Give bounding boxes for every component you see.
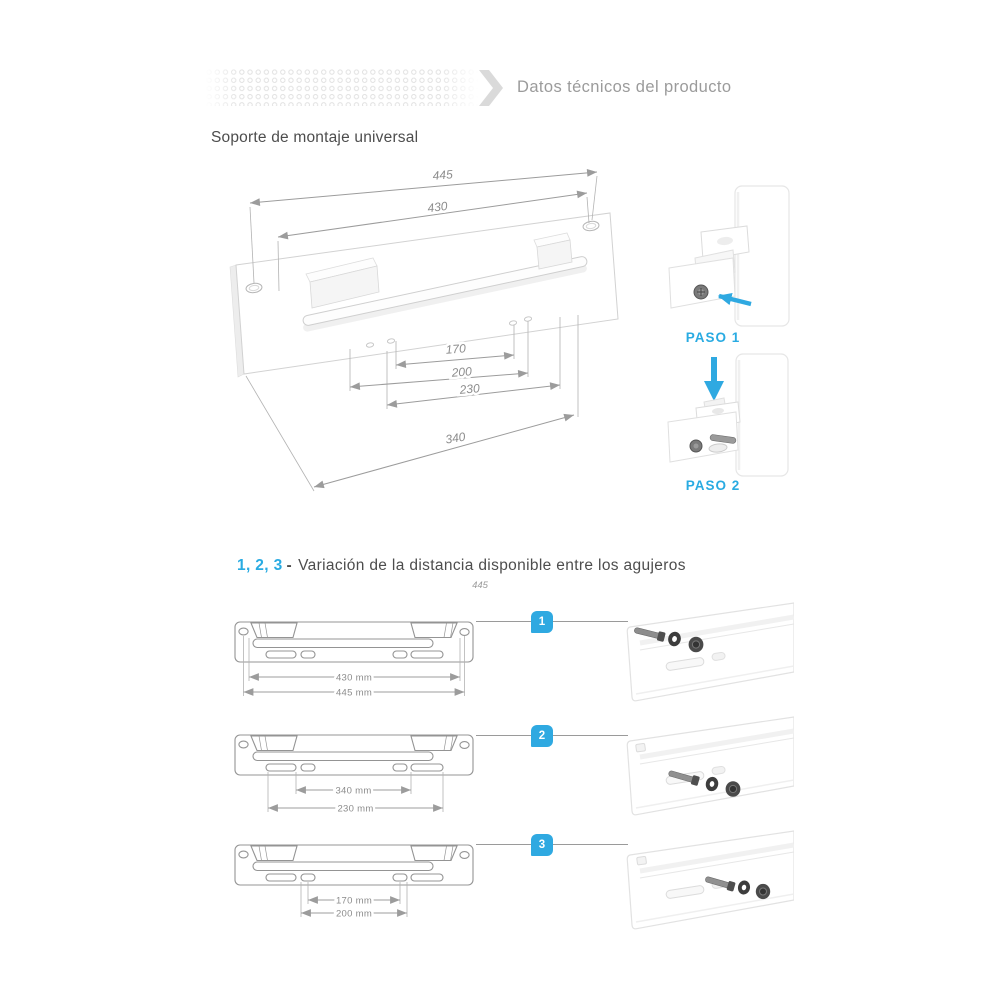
paso1-label: PASO 1: [685, 330, 741, 345]
screw: [690, 440, 702, 452]
row2-dim-bottom-label: 230 mm: [337, 803, 374, 815]
corner-hole: [636, 743, 646, 752]
nut: [756, 884, 770, 899]
row2-bracket-drawing: [213, 713, 475, 821]
main-dimension-diagram: [200, 155, 660, 535]
step-1-badge: 1: [531, 611, 553, 633]
variation-title-separator: -: [286, 557, 293, 574]
row1-photo: [616, 598, 794, 710]
corner-hole: [637, 856, 647, 865]
row3-dim-top-label: 170 mm: [335, 895, 373, 907]
row2-photo: [616, 712, 794, 824]
variation-title-text: Variación de la distancia disponible entre los agujeros: [298, 557, 686, 574]
dotted-pattern-band: [205, 68, 478, 106]
dim-445-label: 445: [432, 167, 454, 183]
paso1-photo: [655, 180, 791, 328]
dim-200-label: 200: [451, 364, 473, 380]
row3-bracket-drawing: [213, 823, 475, 931]
screw: [694, 285, 708, 299]
product-subtitle: Soporte de montaje universal: [211, 129, 419, 146]
step-3-badge: 3: [531, 834, 553, 856]
overall-width-label: 445: [472, 580, 488, 591]
row2-dim-top-label: 340 mm: [335, 785, 372, 797]
paso2-label: PASO 2: [685, 478, 741, 493]
chevron-right-icon: [477, 70, 505, 106]
nut: [726, 781, 741, 797]
page-title: Datos técnicos del producto: [517, 78, 732, 96]
row1-bracket-drawing: [213, 600, 475, 708]
dim-430-label: 430: [426, 198, 449, 216]
step-2-badge: 2: [531, 725, 553, 747]
row1-dim-bottom-label: 445 mm: [335, 687, 373, 699]
dim-340-label: 340: [444, 429, 467, 447]
variation-title-numbers: 1, 2, 3: [237, 557, 283, 574]
dim-170-label: 170: [445, 341, 467, 357]
variation-title: [237, 557, 686, 575]
row1-dim-top-label: 430 mm: [335, 672, 373, 684]
dim-230-label: 230: [459, 381, 481, 397]
nut: [689, 637, 704, 653]
row3-photo: [616, 826, 794, 938]
row3-dim-bottom-label: 200 mm: [335, 908, 373, 920]
paso2-photo: [652, 352, 790, 478]
